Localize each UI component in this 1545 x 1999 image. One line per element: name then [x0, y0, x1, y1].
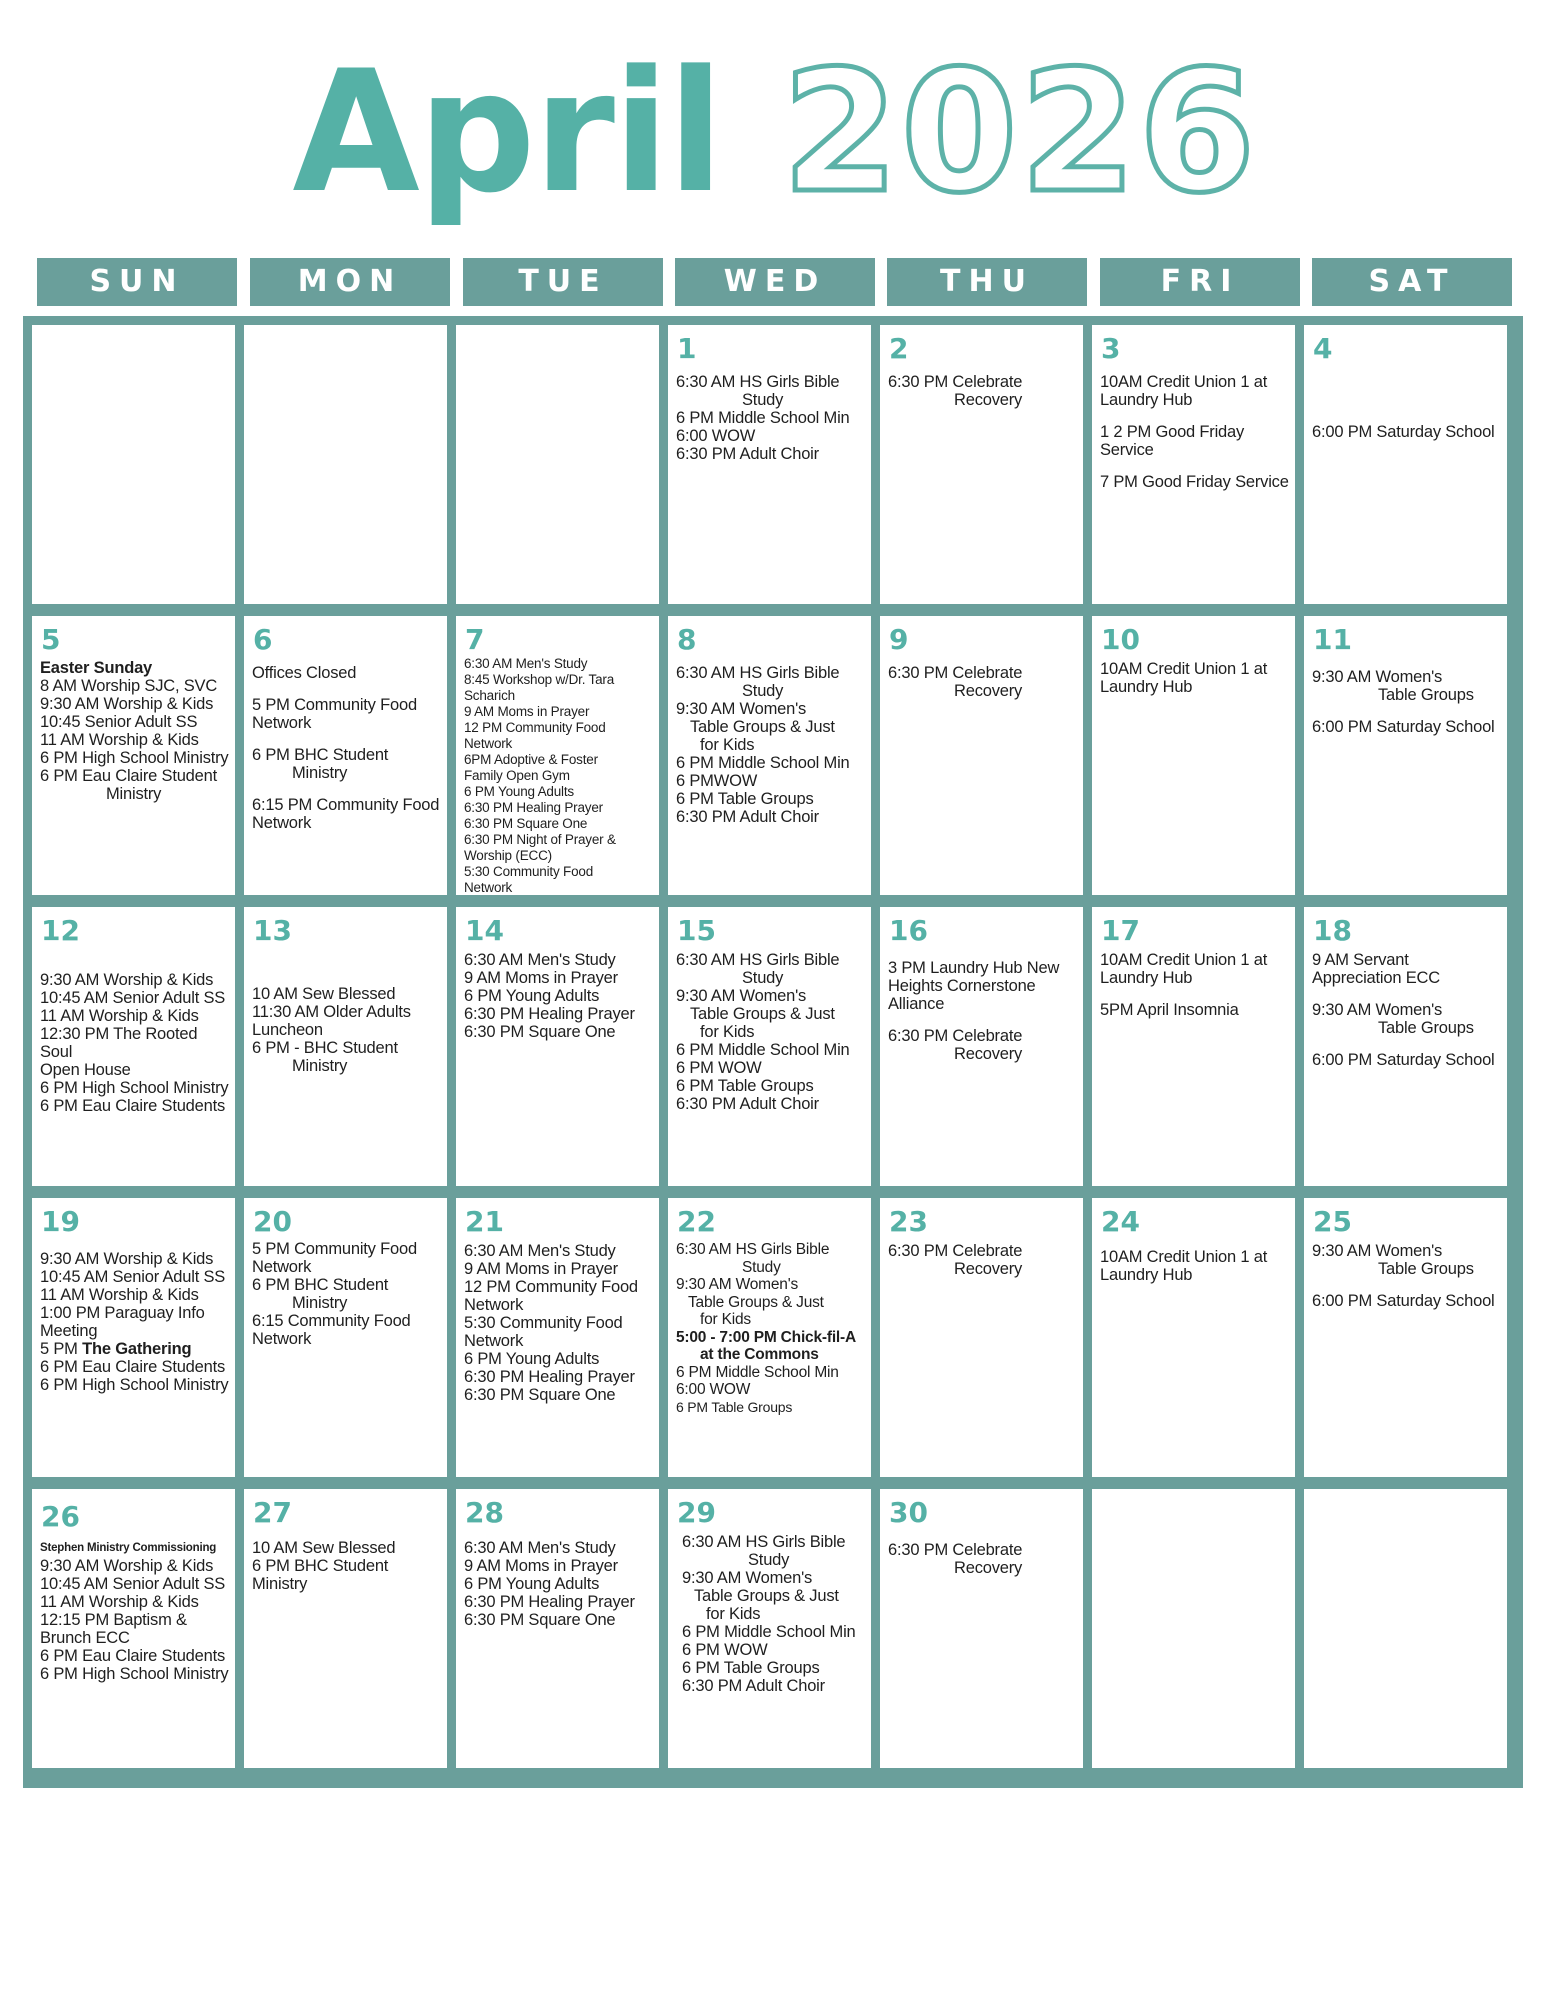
event: 12:15 PM Baptism &	[40, 1611, 187, 1629]
day-number: 27	[253, 1496, 292, 1529]
day-number: 23	[889, 1205, 928, 1238]
day-cell-10[interactable]	[1092, 616, 1295, 895]
event: 6 PM High School Ministry	[40, 1665, 229, 1683]
day-cell-25[interactable]	[1304, 1198, 1507, 1477]
event: 12 PM Community Food	[464, 1278, 638, 1296]
event: Heights Cornerstone	[888, 977, 1036, 995]
event: Network	[464, 736, 513, 751]
day-number: 3	[1101, 332, 1121, 365]
event: 3 PM Laundry Hub New	[888, 959, 1060, 977]
event: Laundry Hub	[1100, 678, 1193, 696]
event-list	[1312, 951, 1505, 1069]
calendar-grid	[23, 316, 1523, 1788]
event: 6:30 PM Celebrate	[888, 1027, 1023, 1045]
event: 6 PM Table Groups	[676, 1077, 814, 1095]
event-list	[888, 373, 1081, 409]
event: 5 PM Community Food	[252, 1240, 417, 1258]
event: 9:30 AM Women's	[1312, 668, 1443, 686]
event: Recovery	[954, 391, 1023, 409]
day-number: 5	[41, 623, 61, 656]
event: Family Open Gym	[464, 768, 570, 783]
event-list	[1100, 951, 1293, 1019]
event: 6:30 AM HS Girls Bible	[682, 1533, 846, 1551]
event: 6:30 PM Healing Prayer	[464, 800, 603, 815]
event: 6:00 WOW	[676, 427, 756, 445]
day-cell-22[interactable]	[668, 1198, 871, 1477]
day-number: 20	[253, 1205, 292, 1238]
day-number: 4	[1313, 332, 1333, 365]
day-cell-5[interactable]	[32, 616, 235, 895]
event: 6:30 AM HS Girls Bible	[676, 373, 840, 391]
event: 6:30 PM Celebrate	[888, 664, 1023, 682]
event: Network	[464, 880, 513, 895]
event: 6 PM BHC Student	[252, 1276, 389, 1294]
event: 6 PM Table Groups	[676, 1398, 793, 1415]
event: Network	[252, 714, 312, 732]
event: Study	[742, 1258, 781, 1276]
event: 9:30 AM Women's	[676, 987, 807, 1005]
event-list	[682, 1533, 869, 1695]
day-cell-1[interactable]	[668, 325, 871, 604]
event: Worship (ECC)	[464, 848, 552, 863]
event: 6 PM Middle School Min	[676, 409, 850, 427]
event: Table Groups & Just	[694, 1587, 839, 1605]
event: 9:30 AM Women's	[676, 700, 807, 718]
day-number: 24	[1101, 1205, 1140, 1238]
event: for Kids	[700, 736, 755, 754]
event: 6 PMWOW	[676, 772, 758, 790]
event: 6:00 PM Saturday School	[1312, 1292, 1495, 1310]
event-list	[252, 1240, 445, 1348]
event-list	[464, 656, 657, 895]
day-cell-8[interactable]	[668, 616, 871, 895]
day-cell-21[interactable]	[456, 1198, 659, 1477]
event: 10:45 AM Senior Adult SS	[40, 1575, 226, 1593]
event: Network	[252, 1330, 312, 1348]
event-list	[252, 985, 445, 1075]
day-number: 17	[1101, 914, 1140, 947]
day-cell-3[interactable]	[1092, 325, 1295, 604]
event: 9:30 AM Women's	[682, 1569, 813, 1587]
event: 6 PM Eau Claire Students	[40, 1647, 226, 1665]
event: 11 AM Worship & Kids	[40, 731, 199, 749]
day-number: 8	[677, 623, 697, 656]
title-month: April	[291, 34, 722, 230]
event: 6 PM Young Adults	[464, 784, 574, 799]
event: 6:30 PM Healing Prayer	[464, 1368, 635, 1386]
event: 10AM Credit Union 1 at	[1100, 1248, 1268, 1266]
event: Table Groups	[1378, 1019, 1474, 1037]
day-cell-12[interactable]	[32, 907, 235, 1186]
event: 6:30 PM Celebrate	[888, 373, 1023, 391]
event: Alliance	[888, 995, 945, 1013]
event: 10:45 AM Senior Adult SS	[40, 989, 226, 1007]
day-cell-24[interactable]	[1092, 1198, 1295, 1477]
day-number: 22	[677, 1205, 716, 1238]
day-number: 14	[465, 914, 504, 947]
event: Offices Closed	[252, 664, 357, 682]
event: 8:45 Workshop w/Dr. Tara	[464, 672, 615, 687]
event-gathering	[40, 1340, 233, 1358]
event: 8 AM Worship SJC, SVC	[40, 677, 218, 695]
day-cell-empty	[1092, 1489, 1295, 1768]
weekday-sun: SUN	[37, 258, 237, 306]
event-list	[1100, 1248, 1293, 1284]
event-list	[1100, 660, 1293, 696]
day-number: 2	[889, 332, 909, 365]
day-cell-7[interactable]	[456, 616, 659, 895]
day-cell-18[interactable]	[1304, 907, 1507, 1186]
event: 1 2 PM Good Friday Service	[1100, 423, 1245, 459]
event: 10AM Credit Union 1 at	[1100, 660, 1268, 678]
event: 9:30 AM Women's	[676, 1276, 799, 1293]
day-number: 12	[41, 914, 80, 947]
day-cell-14[interactable]	[456, 907, 659, 1186]
weekday-thu: THU	[887, 258, 1087, 306]
event: Stephen Ministry Commissioning	[40, 1542, 217, 1554]
event-list	[888, 959, 1081, 1063]
event: 6:00 PM Saturday School	[1312, 718, 1495, 736]
event: Open House	[40, 1061, 131, 1079]
event: 6:30 AM HS Girls Bible	[676, 1241, 830, 1258]
event: 6 PM Middle School Min	[676, 1363, 839, 1381]
event: 6 PM Table Groups	[676, 790, 814, 808]
event: Easter Sunday	[40, 659, 153, 677]
event: for Kids	[700, 1311, 751, 1328]
event: Recovery	[954, 1045, 1023, 1063]
event: 6:30 PM Square One	[464, 1386, 616, 1404]
event: 6 PM BHC Student	[252, 746, 389, 764]
event: 9 AM Moms in Prayer	[464, 1260, 618, 1278]
day-number: 26	[41, 1500, 80, 1533]
day-number: 10	[1101, 623, 1140, 656]
day-cell-19[interactable]	[32, 1198, 235, 1477]
event: 9:30 AM Worship & Kids	[40, 971, 214, 989]
weekday-wed: WED	[675, 258, 875, 306]
event: 6 PM High School Ministry	[40, 749, 229, 767]
day-cell-20[interactable]	[244, 1198, 447, 1477]
event: 9 AM Moms in Prayer	[464, 969, 618, 987]
day-number: 9	[889, 623, 909, 656]
event: 6:15 Community Food	[252, 1312, 411, 1330]
event: 6:00 PM Saturday School	[1312, 1051, 1495, 1069]
event: 6PM Adoptive & Foster	[464, 752, 598, 767]
day-number: 7	[465, 623, 485, 656]
event-list	[676, 373, 869, 463]
event: 6 PM WOW	[676, 1059, 762, 1077]
weekday-mon: MON	[250, 258, 450, 306]
title-year: 2026	[781, 34, 1258, 230]
event-list	[40, 971, 233, 1115]
event: 6:30 AM Men's Study	[464, 656, 588, 671]
event-list	[888, 1242, 1081, 1278]
event: Appreciation ECC	[1312, 969, 1440, 987]
event-list	[464, 951, 657, 1041]
day-cell-empty	[244, 325, 447, 604]
event: 6:30 PM Adult Choir	[676, 445, 819, 463]
event: 11 AM Worship & Kids	[40, 1286, 199, 1304]
event: at the Commons	[700, 1346, 819, 1363]
event: Table Groups & Just	[690, 718, 835, 736]
event-list	[40, 659, 233, 803]
weekday-tue: TUE	[463, 258, 663, 306]
event: 6:30 PM Celebrate	[888, 1242, 1023, 1260]
event: Table Groups & Just	[688, 1293, 824, 1311]
event: Network	[464, 1296, 524, 1314]
day-cell-9[interactable]	[880, 616, 1083, 895]
event: 10:45 Senior Adult SS	[40, 713, 198, 731]
event: 10AM Credit Union 1 at	[1100, 951, 1268, 969]
event: 6 PM Eau Claire Student	[40, 767, 217, 785]
event: 6:30 PM Square One	[464, 816, 588, 831]
event: 6 PM Young Adults	[464, 1350, 600, 1368]
event: 1:00 PM Paraguay Info	[40, 1304, 205, 1322]
event-list	[40, 1539, 233, 1683]
event: Laundry Hub	[1100, 1266, 1193, 1284]
event: 6 PM - BHC Student	[252, 1039, 398, 1057]
event: Study	[748, 1551, 790, 1569]
event: Laundry Hub	[1100, 391, 1193, 409]
event: Network	[252, 814, 312, 832]
event: 6:30 PM Adult Choir	[676, 1095, 819, 1113]
day-number: 15	[677, 914, 716, 947]
weekday-header-row	[0, 258, 1545, 308]
event-time: 5 PM	[40, 1340, 83, 1358]
event: 6:30 PM Square One	[464, 1611, 616, 1629]
event: Study	[742, 969, 784, 987]
day-number: 19	[41, 1205, 80, 1238]
event: 9:30 AM Worship & Kids	[40, 695, 214, 713]
event: Luncheon	[252, 1021, 323, 1039]
event: 10AM Credit Union 1 at	[1100, 373, 1268, 391]
day-cell-28[interactable]	[456, 1489, 659, 1768]
event-list	[1312, 423, 1505, 441]
event: Scharich	[464, 688, 515, 703]
calendar-title	[0, 34, 1545, 238]
event: for Kids	[706, 1605, 761, 1623]
event: Recovery	[954, 1260, 1023, 1278]
event-list	[888, 664, 1081, 700]
event: 6:30 AM Men's Study	[464, 1539, 616, 1557]
event: 6 PM High School Ministry	[40, 1079, 229, 1097]
event: 6 PM Young Adults	[464, 987, 600, 1005]
event-list	[676, 664, 869, 826]
event: 6 PM BHC Student	[252, 1557, 389, 1575]
day-number: 21	[465, 1205, 504, 1238]
event: Network	[252, 1258, 312, 1276]
event: 5:30 Community Food	[464, 1314, 623, 1332]
event-list	[40, 1250, 233, 1394]
day-number: 11	[1313, 623, 1352, 656]
event: 9 AM Servant	[1312, 951, 1409, 969]
day-cell-6[interactable]	[244, 616, 447, 895]
event: Study	[742, 391, 784, 409]
event: 7 PM Good Friday Service	[1100, 473, 1289, 491]
event: 6:30 AM HS Girls Bible	[676, 951, 840, 969]
event: 5PM April Insomnia	[1100, 1001, 1239, 1019]
day-cell-2[interactable]	[880, 325, 1083, 604]
event: Network	[464, 1332, 524, 1350]
day-number: 13	[253, 914, 292, 947]
event: Laundry Hub	[1100, 969, 1193, 987]
event: 12 PM Community Food	[464, 720, 606, 735]
event: 9:30 AM Worship & Kids	[40, 1557, 214, 1575]
event: 5 PM Community Food	[252, 696, 417, 714]
event: 10 AM Sew Blessed	[252, 1539, 396, 1557]
event: 6 PM High School Ministry	[40, 1376, 229, 1394]
day-cell-17[interactable]	[1092, 907, 1295, 1186]
event: 6:30 PM Square One	[464, 1023, 616, 1041]
event: 6:30 AM Men's Study	[464, 951, 616, 969]
event-list	[252, 664, 445, 832]
event: Table Groups	[1378, 686, 1474, 704]
event: 6:00 WOW	[676, 1381, 751, 1398]
day-cell-23[interactable]	[880, 1198, 1083, 1477]
event: 6 PM WOW	[682, 1641, 768, 1659]
event: Ministry	[292, 764, 348, 782]
event: 9:30 AM Women's	[1312, 1001, 1443, 1019]
day-number: 16	[889, 914, 928, 947]
day-cell-13[interactable]	[244, 907, 447, 1186]
event: 9 AM Moms in Prayer	[464, 1557, 618, 1575]
event: Study	[742, 682, 784, 700]
event: 5:00 - 7:00 PM Chick-fil-A	[676, 1328, 856, 1346]
event: 6:15 PM Community Food	[252, 796, 440, 814]
event: Brunch ECC	[40, 1629, 130, 1647]
day-cell-11[interactable]	[1304, 616, 1507, 895]
event-list	[1312, 668, 1505, 736]
event: 6:30 PM Night of Prayer &	[464, 832, 616, 847]
event: 6:30 PM Healing Prayer	[464, 1593, 635, 1611]
event: Table Groups	[1378, 1260, 1474, 1278]
event: 6 PM Middle School Min	[682, 1623, 856, 1641]
event-title: The Gathering	[82, 1340, 192, 1358]
weekday-sat: SAT	[1312, 258, 1512, 306]
event: Ministry	[292, 1294, 348, 1312]
event-list	[1312, 1242, 1505, 1310]
day-cell-15[interactable]	[668, 907, 871, 1186]
event: 6 PM Eau Claire Students	[40, 1358, 226, 1376]
event: 9:30 AM Worship & Kids	[40, 1250, 214, 1268]
event: 11 AM Worship & Kids	[40, 1007, 199, 1025]
event: 6 PM Middle School Min	[676, 754, 850, 772]
day-cell-30[interactable]	[880, 1489, 1083, 1768]
event: 6:30 AM Men's Study	[464, 1242, 616, 1260]
event: Recovery	[954, 682, 1023, 700]
day-cell-16[interactable]	[880, 907, 1083, 1186]
day-cell-4[interactable]	[1304, 325, 1507, 604]
event-list	[676, 1241, 869, 1416]
event: Recovery	[954, 1559, 1023, 1577]
day-cell-26[interactable]	[32, 1489, 235, 1768]
event: 6:30 PM Adult Choir	[682, 1677, 825, 1695]
event: Table Groups & Just	[690, 1005, 835, 1023]
event: 6:00 PM Saturday School	[1312, 423, 1495, 441]
day-number: 1	[677, 332, 697, 365]
day-cell-empty	[32, 325, 235, 604]
event: 6 PM Eau Claire Students	[40, 1097, 226, 1115]
event: Ministry	[252, 1575, 308, 1593]
day-number: 30	[889, 1496, 928, 1529]
event-list	[676, 951, 869, 1113]
event: 6:30 PM Healing Prayer	[464, 1005, 635, 1023]
event: 9:30 AM Women's	[1312, 1242, 1443, 1260]
event: for Kids	[700, 1023, 755, 1041]
event: 6:30 PM Adult Choir	[676, 808, 819, 826]
event: 12:30 PM The Rooted Soul	[40, 1025, 198, 1061]
event: 9 AM Moms in Prayer	[464, 704, 590, 719]
event: 5:30 Community Food	[464, 864, 594, 879]
event-list	[1100, 373, 1293, 491]
day-cell-empty	[456, 325, 659, 604]
event: 6 PM Young Adults	[464, 1575, 600, 1593]
event: Ministry	[292, 1057, 348, 1075]
event: 11 AM Worship & Kids	[40, 1593, 199, 1611]
event: 6 PM Middle School Min	[676, 1041, 850, 1059]
day-cell-empty	[1304, 1489, 1507, 1768]
event: 10 AM Sew Blessed	[252, 985, 396, 1003]
event: 6 PM Table Groups	[682, 1659, 820, 1677]
event-list	[252, 1539, 445, 1593]
event: Ministry	[106, 785, 162, 803]
day-number: 6	[253, 623, 273, 656]
event: Meeting	[40, 1322, 98, 1340]
day-number: 25	[1313, 1205, 1352, 1238]
event: 6:30 PM Celebrate	[888, 1541, 1023, 1559]
event: 6:30 AM HS Girls Bible	[676, 664, 840, 682]
day-number: 18	[1313, 914, 1352, 947]
event: 11:30 AM Older Adults	[252, 1003, 411, 1021]
day-number: 29	[677, 1496, 716, 1529]
event: 10:45 AM Senior Adult SS	[40, 1268, 226, 1286]
day-number: 28	[465, 1496, 504, 1529]
event-list	[464, 1242, 657, 1404]
weekday-fri: FRI	[1100, 258, 1300, 306]
event-list	[464, 1539, 657, 1629]
day-cell-29[interactable]	[668, 1489, 871, 1768]
event-list	[888, 1541, 1081, 1577]
day-cell-27[interactable]	[244, 1489, 447, 1768]
